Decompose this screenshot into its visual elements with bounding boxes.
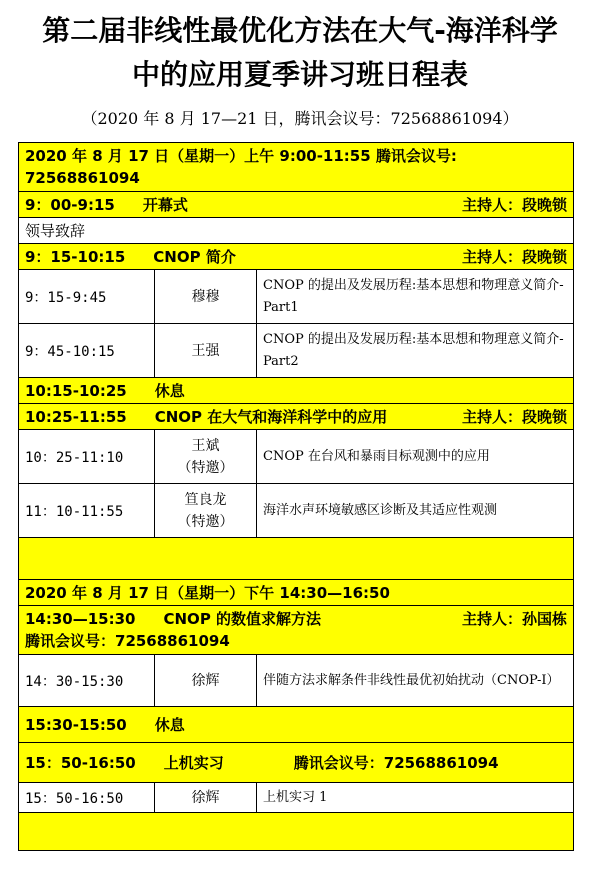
talk-topic: 上机实习 1 [257, 783, 574, 813]
day-banner-text: 2020 年 8 月 17 日（星期一）下午 14:30—16:50 [19, 580, 574, 606]
page-title-line2: 中的应用夏季讲习班日程表 [131, 58, 468, 91]
talk-time: 10：25-11:10 [19, 430, 155, 484]
speaker-note: （特邀） [177, 459, 234, 476]
break-row [19, 707, 574, 743]
talk-topic: CNOP 的提出及发展历程:基本思想和物理意义简介-Part1 [257, 270, 574, 324]
session-title: CNOP 的数值求解方法 [163, 610, 322, 628]
speaker-note: （特邀） [177, 513, 234, 530]
talk-row [19, 783, 574, 813]
session-row-lab-practice [19, 743, 574, 783]
talk-topic: 海洋水声环境敏感区诊断及其适应性观测 [257, 484, 574, 538]
break-title: 休息 [154, 716, 185, 734]
talk-time: 14：30-15:30 [19, 655, 155, 707]
session-host: 主持人：段晚锁 [462, 196, 568, 214]
speaker-name: 笪良龙 [184, 491, 227, 508]
session-time: 15：50-16:50 [25, 754, 136, 772]
blank-row [19, 813, 574, 851]
leader-speech-row [19, 218, 574, 244]
session-time: 14:30—15:30 [25, 610, 136, 628]
talk-row [19, 484, 574, 538]
schedule-table [18, 142, 574, 851]
talk-time: 11：10-11:55 [19, 484, 155, 538]
page-title: 第二届非线性最优化方法在大气-海洋科学 [42, 14, 558, 47]
session-title: CNOP 在大气和海洋科学中的应用 [154, 408, 388, 426]
break-time: 10:15-10:25 [25, 382, 127, 400]
talk-row [19, 324, 574, 378]
blank-row [19, 538, 574, 580]
break-title: 休息 [154, 382, 185, 400]
day-banner-morning [19, 143, 574, 192]
session-time: 10:25-11:55 [25, 408, 127, 426]
session-row-cnop-applications [19, 404, 574, 430]
session-row-cnop-intro [19, 244, 574, 270]
talk-time: 9：15-9:45 [19, 270, 155, 324]
talk-speaker [155, 430, 257, 484]
day-banner-line2: 72568861094 [25, 169, 140, 187]
talk-speaker: 徐辉 [155, 783, 257, 813]
session-host: 主持人：段晚锁 [462, 408, 568, 426]
day-banner-line1: 2020 年 8 月 17 日（星期一）上午 9:00-11:55 腾讯会议号: [25, 147, 457, 165]
talk-topic: 伴随方法求解条件非线性最优初始扰动（CNOP-I） [257, 655, 574, 707]
break-time: 15:30-15:50 [25, 716, 127, 734]
talk-row [19, 430, 574, 484]
talk-topic: CNOP 的提出及发展历程:基本思想和物理意义简介-Part2 [257, 324, 574, 378]
leader-speech: 领导致辞 [19, 218, 574, 244]
session-host: 主持人：孙国栋 [462, 610, 568, 628]
session-title: CNOP 简介 [153, 248, 236, 266]
talk-speaker: 穆穆 [155, 270, 257, 324]
talk-row [19, 655, 574, 707]
session-row-numerical-methods [19, 606, 574, 655]
session-host: 主持人：段晚锁 [462, 248, 568, 266]
session-time: 9：15-10:15 [25, 248, 126, 266]
day-banner-afternoon [19, 580, 574, 606]
talk-time: 15：50-16:50 [19, 783, 155, 813]
session-row-opening [19, 192, 574, 218]
session-time: 9：00-9:15 [25, 196, 115, 214]
talk-topic: CNOP 在台风和暴雨目标观测中的应用 [257, 430, 574, 484]
session-title: 开幕式 [142, 196, 188, 214]
session-meeting-id: 腾讯会议号：72568861094 [293, 754, 499, 772]
talk-speaker [155, 484, 257, 538]
talk-speaker: 王强 [155, 324, 257, 378]
session-meeting-id: 腾讯会议号：72568861094 [25, 632, 230, 650]
session-title: 上机实习 [163, 754, 224, 772]
talk-row [19, 270, 574, 324]
talk-time: 9：45-10:15 [19, 324, 155, 378]
break-row [19, 378, 574, 404]
talk-speaker: 徐辉 [155, 655, 257, 707]
page-subtitle: （2020 年 8 月 17—21 日，腾讯会议号：72568861094） [81, 109, 519, 128]
speaker-name: 王斌 [191, 437, 220, 454]
